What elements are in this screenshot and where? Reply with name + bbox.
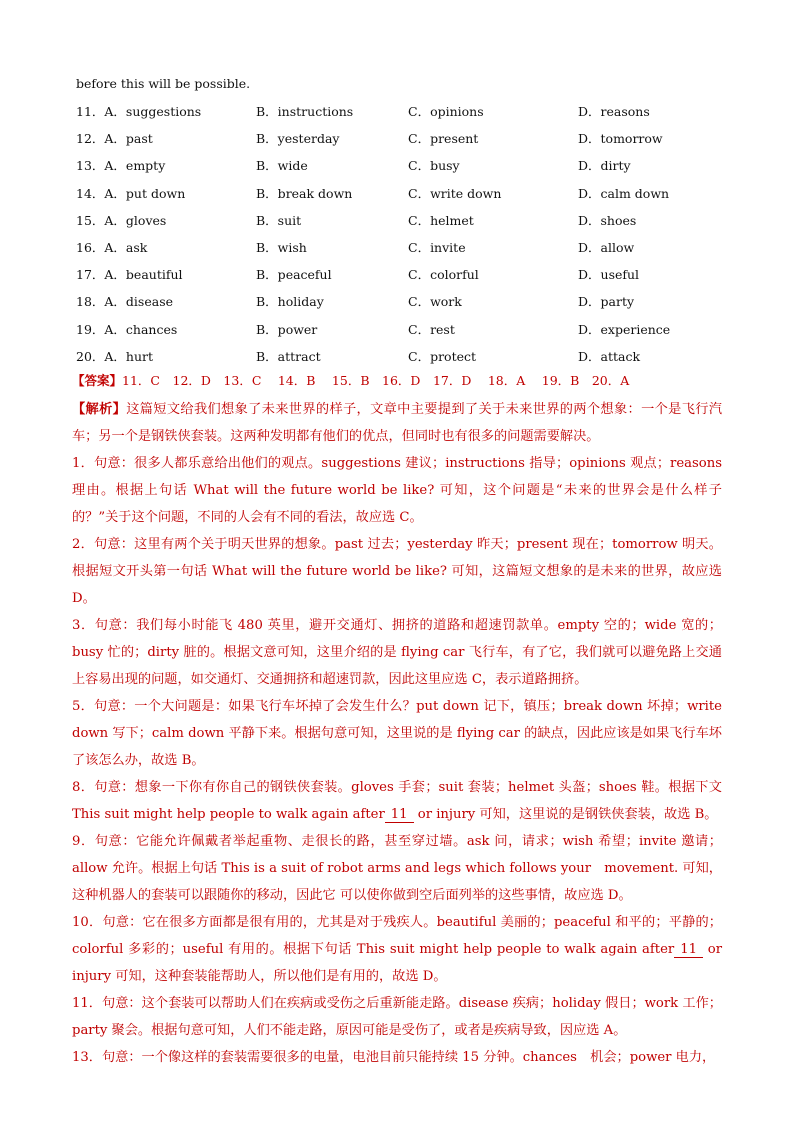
- option-d: D．tomorrow: [578, 131, 663, 146]
- option-c: C．rest: [408, 322, 455, 337]
- question-row-11: [76, 102, 736, 122]
- analysis-tag: 【解析】: [72, 402, 127, 417]
- option-c: C．present: [408, 131, 479, 146]
- option-b: B．instructions: [256, 104, 354, 119]
- question-row-12: [76, 129, 736, 149]
- option-d: D．calm down: [578, 186, 670, 201]
- option-a: 18．A．disease: [76, 294, 174, 309]
- option-c: C．helmet: [408, 213, 474, 228]
- option-c: C．colorful: [408, 267, 479, 282]
- option-d: D．allow: [578, 240, 635, 255]
- option-c: C．opinions: [408, 104, 484, 119]
- option-d: D．reasons: [578, 104, 650, 119]
- option-b: B．holiday: [256, 294, 324, 309]
- option-b: B．attract: [256, 349, 321, 364]
- option-a: 15．A．gloves: [76, 213, 167, 228]
- option-c: C．invite: [408, 240, 466, 255]
- option-b: B．yesterday: [256, 131, 340, 146]
- option-c: C．protect: [408, 349, 477, 364]
- question-row-20: [76, 347, 736, 367]
- option-c: C．write down: [408, 186, 502, 201]
- option-a: 14．A．put down: [76, 186, 186, 201]
- option-a: 17．A．beautiful: [76, 267, 183, 282]
- option-d: D．dirty: [578, 158, 631, 173]
- question-row-14: [76, 184, 736, 204]
- blank-underline: 11: [385, 808, 414, 823]
- option-d: D．useful: [578, 267, 640, 282]
- option-c: C．work: [408, 294, 462, 309]
- option-d: D．shoes: [578, 213, 637, 228]
- option-a: 12．A．past: [76, 131, 153, 146]
- explanation-2: 2．句意：这里有两个关于明天世界的想象。past 过去；yesterday 昨天；present 现在；tomorrow 明天。根据短文开头第一句话 What will the future world be like? 可知，这篇短文想象的是未来的世界，故应选 D。: [72, 537, 722, 606]
- question-row-13: [76, 156, 736, 176]
- answer-text: 11．C 12．D 13．C 14．B 15．B 16．D 17．D 18．A 19．B 20．A: [122, 373, 630, 388]
- option-a: 19．A．chances: [76, 322, 178, 337]
- option-b: B．wide: [256, 158, 308, 173]
- intro-line: before this will be possible.: [76, 76, 251, 91]
- option-d: D．party: [578, 294, 635, 309]
- option-a: 13．A．empty: [76, 158, 166, 173]
- option-b: B．peaceful: [256, 267, 332, 282]
- question-row-17: [76, 265, 736, 285]
- answer-line: [72, 371, 629, 389]
- option-c: C．busy: [408, 158, 460, 173]
- explanation-5: 5．句意：一个大问题是：如果飞行车坏掉了会发生什么？put down 记下，镇压；break down 坏掉；write down 写下；calm down 平静下来。根据句意可知，这里说的是 flying car 的缺点，因此应该是如果飞行车坏了该怎么办，故选 B。: [72, 699, 722, 768]
- option-b: B．break down: [256, 186, 353, 201]
- explanation-9: 9．句意：它能允许佩戴者举起重物、走很长的路，甚至穿过墙。ask 问，请求；wish 希望；invite 邀请；allow 允许。根据上句话 This is a suit of robot arms and legs which follows your movement. 可知，这种机器人的套装可以跟随你的移动，因此它 可以使你做到空后面列举的这些事情，故应选 D。: [72, 834, 722, 903]
- option-a: 11．A．suggestions: [76, 104, 202, 119]
- explanation-8: 8．句意：想象一下你有你自己的钢铁侠套装。gloves 手套；suit 套装；helmet 头盔；shoes 鞋。根据下文 This suit might help people to walk again after 11 or injury 可知，这里说的是钢铁侠套装，故选 B。: [72, 780, 722, 822]
- question-row-19: [76, 320, 736, 340]
- analysis-intro: 【解析】这篇短文给我们想象了未来世界的样子，文章中主要提到了关于未来世界的两个想象：一个是飞行汽车；另一个是钢铁侠套装。这两种发明都有他们的优点，但同时也有很多的问题需要解决。: [72, 402, 723, 444]
- blank-underline: 11: [674, 943, 703, 958]
- question-row-16: [76, 238, 736, 258]
- analysis-section: [72, 396, 722, 1071]
- answer-tag: 【答案】: [72, 373, 123, 388]
- option-b: B．wish: [256, 240, 307, 255]
- explanation-13: 13．句意：一个像这样的套装需要很多的电量，电池目前只能持续 15 分钟。chances 机会；power 电力，: [72, 1050, 716, 1065]
- option-a: 16．A．ask: [76, 240, 148, 255]
- option-d: D．experience: [578, 322, 671, 337]
- option-a: 20．A．hurt: [76, 349, 154, 364]
- explanation-1: 1．句意：很多人都乐意给出他们的观点。suggestions 建议；instructions 指导；opinions 观点；reasons 理由。根据上句话 What will the future world be like? 可知，这个问题是“未来的世界会是什么样子的？”关于这个问题，不同的人会有不同的看法，故应选 C。: [72, 456, 722, 525]
- question-row-15: [76, 211, 736, 231]
- explanation-10: 10．句意：它在很多方面都是很有用的，尤其是对于残疾人。beautiful 美丽的；peaceful 和平的；平静的；colorful 多彩的；useful 有用的。根据下句话 This suit might help people to walk again after 11 or injury 可知，这种套装能帮助人，所以他们是有用的，故选 D。: [72, 915, 723, 984]
- option-b: B．suit: [256, 213, 302, 228]
- explanation-3: 3．句意：我们每小时能飞 480 英里，避开交通灯、拥挤的道路和超速罚款单。empty 空的；wide 宽的；busy 忙的；dirty 脏的。根据文意可知，这里介绍的是 flying car 飞行车，有了它，我们就可以避免路上交通上容易出现的问题，如交通灯、交通拥挤和超速罚款，因此这里应选 C，表示道路拥挤。: [72, 618, 722, 687]
- question-row-18: [76, 292, 736, 312]
- option-d: D．attack: [578, 349, 641, 364]
- option-b: B．power: [256, 322, 318, 337]
- explanation-11: 11．句意：这个套装可以帮助人们在疾病或受伤之后重新能走路。disease 疾病；holiday 假日；work 工作；party 聚会。根据句意可知，人们不能走路，原因可能是受伤了，或者是疾病导致，因应选 A。: [72, 996, 722, 1038]
